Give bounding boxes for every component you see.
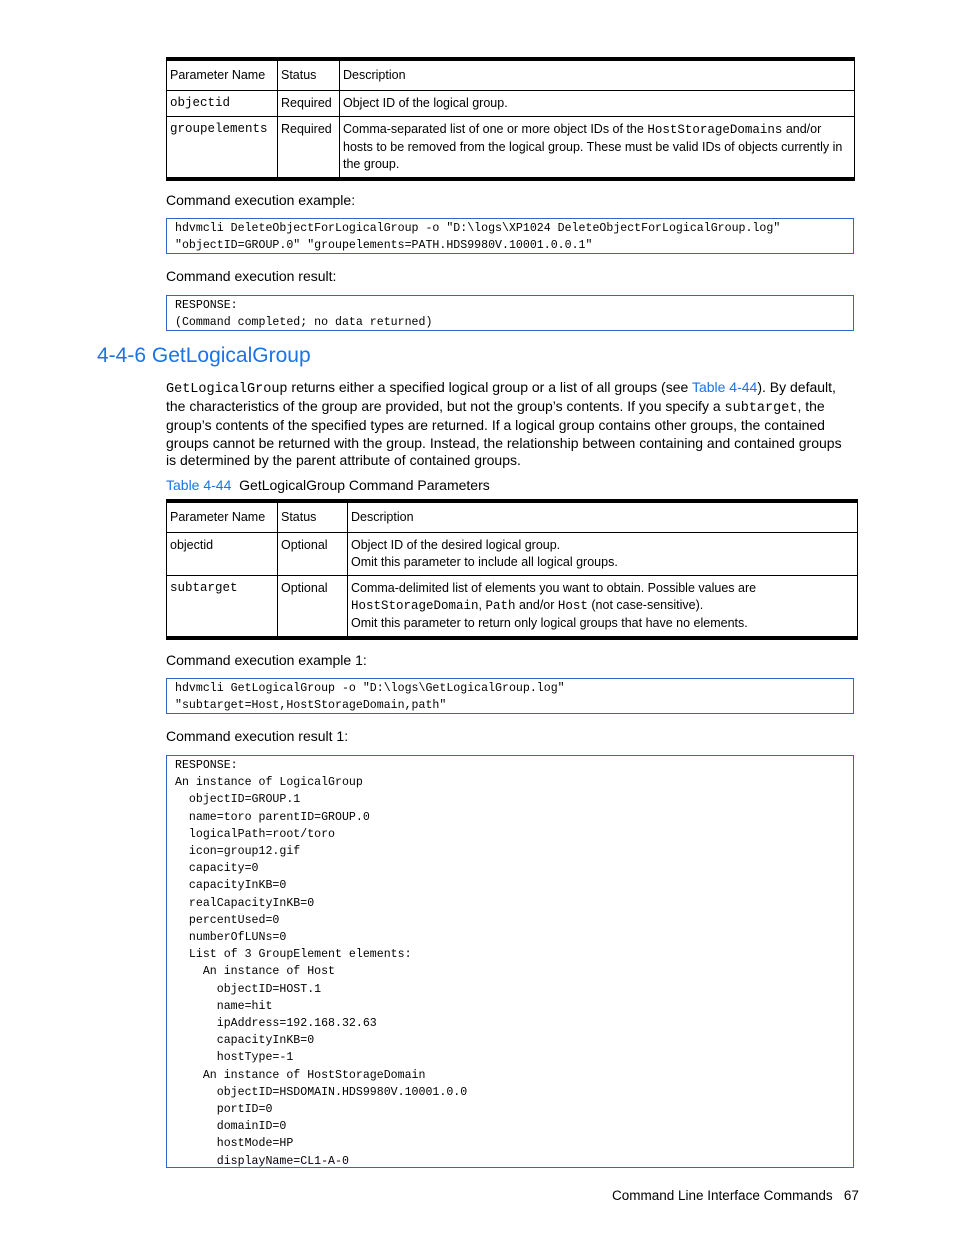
table-title: GetLogicalGroup Command Parameters bbox=[239, 477, 490, 493]
table-row bbox=[167, 576, 858, 639]
command-name: GetLogicalGroup bbox=[166, 382, 288, 397]
param-name: objectid bbox=[167, 91, 278, 117]
param-description: Comma-delimited list of elements you want to obtain. Possible values are HostStorageDomain, Path and/or Host (not case-sensitive). Omit this parameter to return only logical groups that have no elements. bbox=[348, 576, 858, 639]
intro-paragraph: GetLogicalGroup returns either a specified logical group or a list of all groups (see Table 4-44). By default, the characteristics of the group are provided, but not the group’s contents. If you specify a subtarget, the group’s contents of the specified types are returned. If a logical group contains other groups, the contained groups cannot be returned with the group. Instead, the relationship between containing and contained groups is determined by the parent attribute of contained groups. bbox=[166, 379, 842, 468]
section-title: 4-4-6 GetLogicalGroup bbox=[97, 344, 311, 367]
column-header: Parameter Name bbox=[167, 59, 278, 91]
page-footer bbox=[612, 1188, 859, 1203]
param-description: Object ID of the logical group. bbox=[340, 91, 855, 117]
param-description: Object ID of the desired logical group. Omit this parameter to include all logical groups. bbox=[348, 533, 858, 576]
table-caption bbox=[166, 477, 490, 493]
result-code-block: RESPONSE: (Command completed; no data returned) bbox=[166, 295, 854, 331]
param-name: groupelements bbox=[167, 117, 278, 180]
footer-section: Command Line Interface Commands bbox=[612, 1188, 833, 1203]
param-status: Required bbox=[278, 117, 340, 180]
example-label: Command execution example: bbox=[166, 192, 356, 208]
table-row bbox=[167, 117, 855, 180]
param-name: objectid bbox=[167, 533, 278, 576]
param-status: Optional bbox=[278, 533, 348, 576]
example1-code-block: hdvmcli GetLogicalGroup -o "D:\logs\GetLogicalGroup.log" "subtarget=Host,HostStorageDomain,path" bbox=[166, 678, 854, 714]
column-header: Parameter Name bbox=[167, 501, 278, 533]
column-header: Status bbox=[278, 59, 340, 91]
column-header: Description bbox=[340, 59, 855, 91]
subtarget-code: subtarget bbox=[724, 401, 798, 417]
table-header-row bbox=[167, 59, 855, 91]
result1-label: Command execution result 1: bbox=[166, 728, 349, 744]
param-name: subtarget bbox=[167, 576, 278, 639]
example-code-block: hdvmcli DeleteObjectForLogicalGroup -o "D:\logs\XP1024 DeleteObjectForLogicalGroup.log" "objectID=GROUP.0" "groupelements=PATH.HDS9980V.10001.0.0.1" bbox=[166, 218, 854, 254]
param-status: Optional bbox=[278, 576, 348, 639]
param-status: Required bbox=[278, 91, 340, 117]
page-number: 67 bbox=[843, 1188, 859, 1203]
column-header: Description bbox=[348, 501, 858, 533]
table-header-row bbox=[167, 501, 858, 533]
parameters-table-continued bbox=[166, 57, 855, 181]
table-number: Table 4-44 bbox=[166, 477, 232, 493]
example1-label: Command execution example 1: bbox=[166, 652, 367, 668]
result-label: Command execution result: bbox=[166, 268, 337, 284]
param-description: Comma-separated list of one or more object IDs of the HostStorageDomains and/or hosts to be removed from the logical group. These must be valid IDs of objects currently in the group. bbox=[340, 117, 855, 180]
table-row bbox=[167, 91, 855, 117]
table-link[interactable]: Table 4-44 bbox=[691, 379, 758, 395]
column-header: Status bbox=[278, 501, 348, 533]
result1-code-block: RESPONSE: An instance of LogicalGroup objectID=GROUP.1 name=toro parentID=GROUP.0 logicalPath=root/toro icon=group12.gif capacity=0 capacityInKB=0 realCapacityInKB=0 percentUsed=0 numberOfLUNs=0 List of 3 GroupElement elements: An instance of Host objectID=HOST.1 name=hit ipAddress=192.168.32.63 capacityInKB=0 hostType=-1 An instance of HostStorageDomain objectID=HSDOMAIN.HDS9980V.10001.0.0 portID=0 domainID=0 hostMode=HP displayName=CL1-A-0 bbox=[166, 755, 854, 1168]
parameters-table bbox=[166, 499, 858, 640]
table-row bbox=[167, 533, 858, 576]
